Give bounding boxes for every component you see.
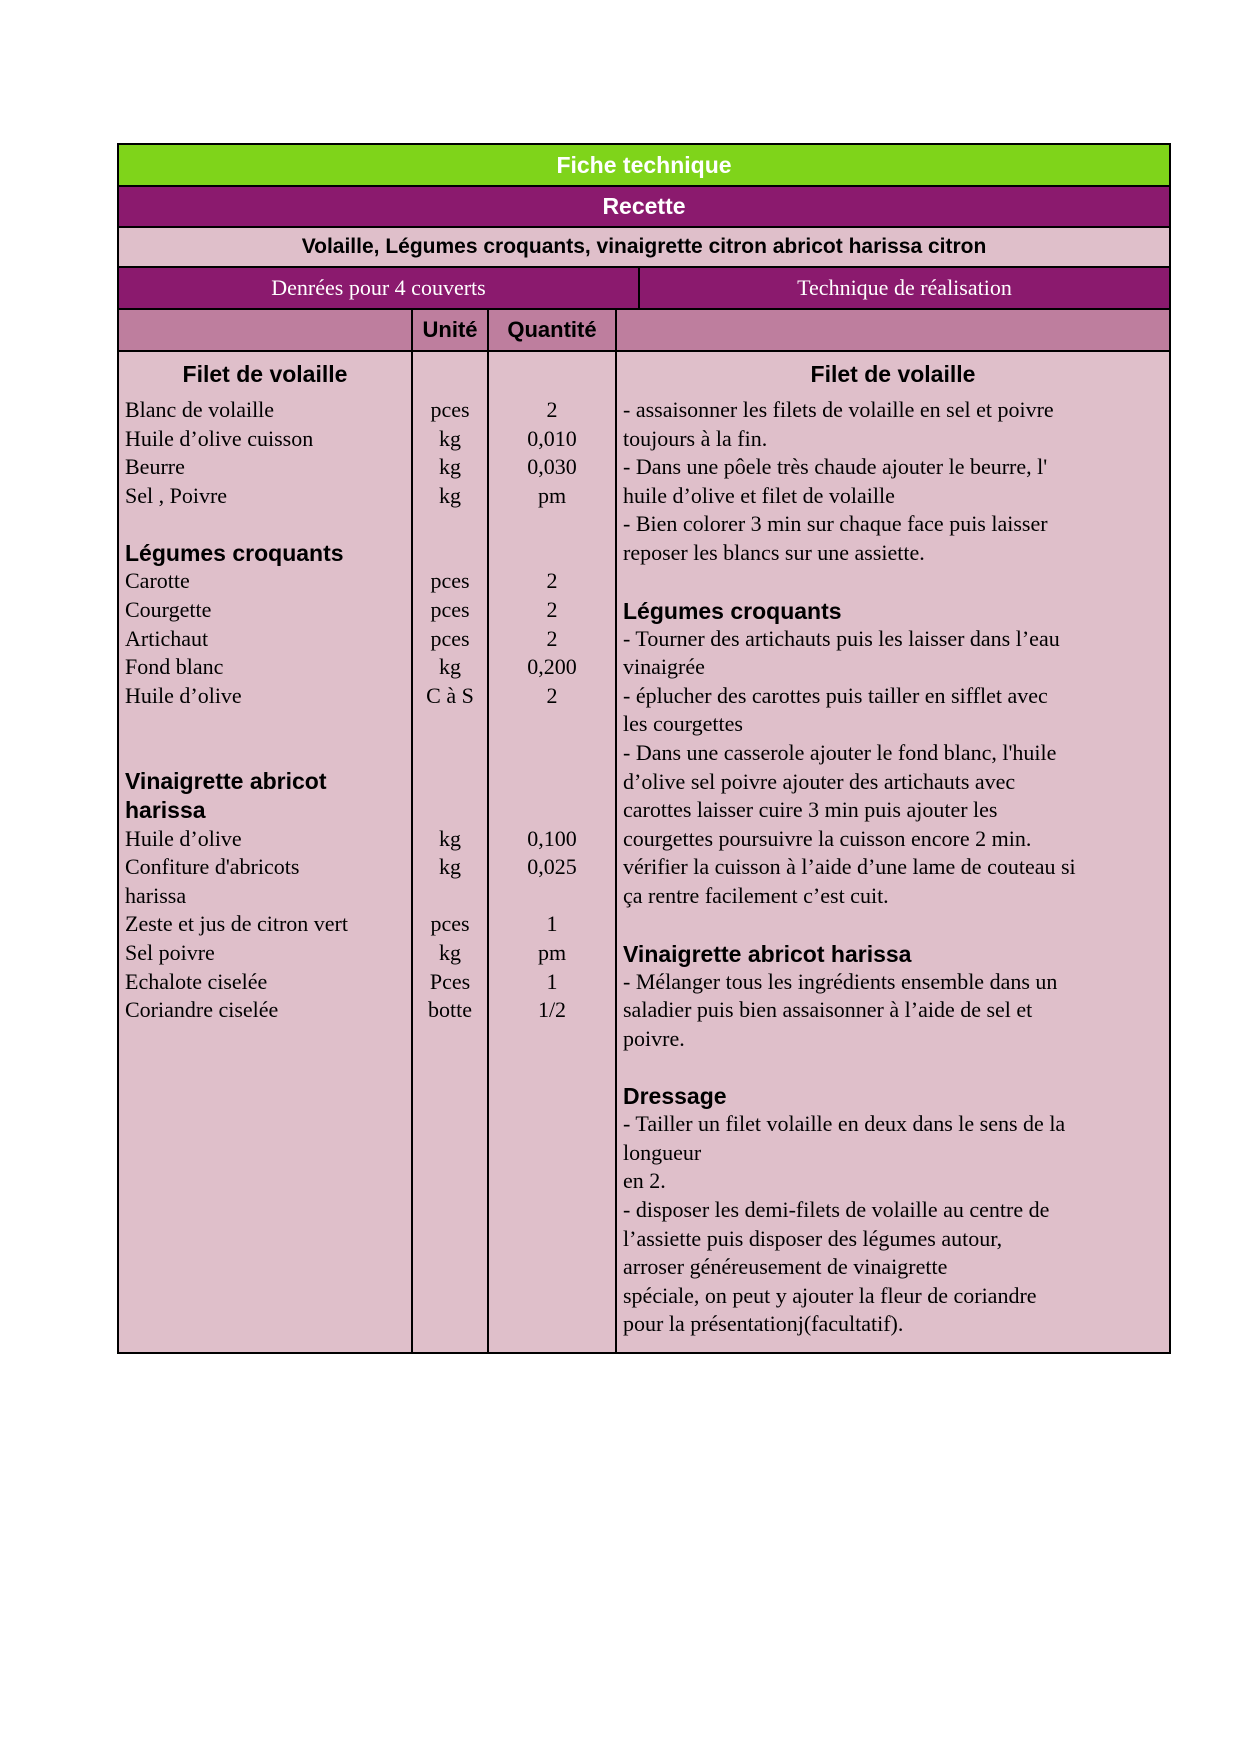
tech-line: ça rentre facilement c’est cuit. [623, 882, 889, 908]
ingredient-column [119, 352, 413, 1352]
technique-column-header [617, 310, 1169, 350]
ingredient-name: harissa [125, 882, 187, 908]
ingredient-name: Coriandre ciselée [125, 997, 279, 1023]
tech-line: - Mélanger tous les ingrédients ensemble dans un [623, 968, 1058, 994]
tech-line: carottes laisser cuire 3 min puis ajouter les [623, 797, 998, 823]
ingredient-unit: pces [430, 568, 470, 594]
tech-line: - assaisonner les filets de volaille en sel et poivre [623, 397, 1054, 422]
ingredient-qty: 2 [546, 397, 558, 422]
tech-line: l’assiette puis disposer des légumes autour, [623, 1225, 1003, 1251]
tech-line: poivre. [623, 1025, 685, 1051]
recipe-title: Volaille, Légumes croquants, vinaigrette citron abricot harissa citron [119, 228, 1169, 268]
unit-column [413, 352, 489, 1352]
ingredient-qty: 2 [546, 682, 558, 708]
tech-line: en 2. [623, 1168, 666, 1194]
recipe-body [119, 352, 1169, 1352]
tech-line: - éplucher des carottes puis tailler en sifflet avec [623, 682, 1048, 708]
ingredient-qty: pm [537, 482, 567, 508]
tech-line: - Dans une pôele très chaude ajouter le beurre, l' [623, 454, 1048, 480]
ingredient-qty: 0,010 [527, 425, 577, 451]
ingredient-column-header [119, 310, 413, 350]
ingredient-unit: C à S [426, 682, 474, 708]
tech-legumes-title: Légumes croquants [623, 597, 842, 624]
ingredient-unit: Pces [429, 968, 471, 994]
tech-line: - Tailler un filet volaille en deux dans le sens de la [623, 1111, 1066, 1137]
ingredient-unit: pces [430, 397, 470, 422]
column-header-row [119, 310, 1169, 352]
denrees-header: Denrées pour 4 couverts [119, 268, 640, 308]
quantity-column-header: Quantité [489, 310, 617, 350]
ingredient-qty: 0,200 [527, 654, 577, 680]
ingredient-name: Fond blanc [125, 654, 224, 680]
tech-line: vérifier la cuisson à l’aide d’une lame de couteau si [623, 854, 1076, 880]
ingredient-name: Zeste et jus de citron vert [125, 911, 348, 937]
ingredient-unit: kg [439, 854, 461, 880]
tech-line: d’olive sel poivre ajouter des artichauts avec [623, 768, 1016, 794]
ingredient-name: Carotte [125, 568, 190, 594]
ingredient-unit: kg [439, 654, 461, 680]
ingredient-unit: pces [430, 596, 470, 622]
fiche-technique-header: Fiche technique [119, 145, 1169, 187]
tech-line: longueur [623, 1139, 702, 1165]
ingredient-name: Sel , Poivre [125, 482, 228, 508]
ingredient-unit: kg [439, 939, 461, 965]
ingredient-qty: 2 [546, 596, 558, 622]
ingredient-qty [489, 882, 615, 911]
tech-line: reposer les blancs sur une assiette. [623, 539, 925, 565]
ingredient-qty: 0,100 [527, 825, 577, 851]
ingredient-unit: kg [439, 425, 461, 451]
ingredient-qty: 0,030 [527, 454, 577, 480]
tech-line: pour la présentationj(facultatif). [623, 1311, 904, 1337]
ingredient-name: Artichaut [125, 625, 209, 651]
ingredient-name: Sel poivre [125, 939, 215, 965]
legumes-section-title: Légumes croquants [125, 540, 344, 567]
ingredient-unit: kg [439, 825, 461, 851]
section-header-row [119, 268, 1169, 310]
unit-column-header: Unité [413, 310, 489, 350]
tech-line: spéciale, on peut y ajouter la fleur de coriandre [623, 1282, 1037, 1308]
ingredient-unit: pces [430, 625, 470, 651]
ingredient-name: Beurre [125, 454, 185, 480]
ingredient-qty: 2 [546, 568, 558, 594]
tech-line: arroser généreusement de vinaigrette [623, 1254, 948, 1280]
ingredient-unit [413, 882, 487, 911]
tech-filet-title: Filet de volaille [810, 361, 976, 387]
tech-line: - disposer les demi-filets de volaille au centre de [623, 1197, 1050, 1223]
ingredient-qty: 0,025 [527, 854, 577, 880]
ingredient-qty: 1 [546, 911, 558, 937]
technique-column [617, 352, 1169, 1352]
recipe-sheet [117, 143, 1171, 1354]
quantity-column [489, 352, 617, 1352]
recette-header: Recette [119, 187, 1169, 228]
ingredient-unit: pces [430, 911, 470, 937]
ingredient-qty: pm [537, 939, 567, 965]
ingredient-name: Huile d’olive cuisson [125, 425, 314, 451]
tech-line: huile d’olive et filet de volaille [623, 482, 895, 508]
ingredient-unit: kg [439, 482, 461, 508]
ingredient-qty: 1/2 [537, 997, 567, 1023]
ingredient-name: Blanc de volaille [125, 397, 275, 422]
ingredient-name: Echalote ciselée [125, 968, 268, 994]
tech-line: vinaigrée [623, 654, 705, 680]
ingredient-name: Huile d’olive [125, 825, 242, 851]
tech-line: saladier puis bien assaisonner à l’aide de sel et [623, 997, 1033, 1023]
tech-line: courgettes poursuivre la cuisson encore 2 min. [623, 825, 1032, 851]
ingredient-qty: 1 [546, 968, 558, 994]
ingredient-name: Courgette [125, 596, 212, 622]
tech-line: les courgettes [623, 711, 743, 737]
tech-line: - Dans une casserole ajouter le fond blanc, l'huile [623, 739, 1057, 765]
tech-line: - Tourner des artichauts puis les laisser dans l’eau [623, 625, 1060, 651]
tech-line: - Bien colorer 3 min sur chaque face puis laisser [623, 511, 1048, 537]
ingredient-unit: botte [428, 997, 472, 1023]
tech-vinaigrette-title: Vinaigrette abricot harissa [623, 940, 912, 967]
filet-section-title: Filet de volaille [182, 361, 348, 387]
vinaigrette-section-title-1: Vinaigrette abricot [125, 768, 327, 795]
ingredient-qty: 2 [546, 625, 558, 651]
technique-header: Technique de réalisation [797, 275, 1012, 300]
tech-line: toujours à la fin. [623, 425, 768, 451]
ingredient-unit: kg [439, 454, 461, 480]
ingredient-name: Huile d’olive [125, 682, 242, 708]
tech-dressage-title: Dressage [623, 1083, 727, 1110]
ingredient-name: Confiture d'abricots [125, 854, 300, 880]
vinaigrette-section-title-2: harissa [125, 796, 206, 823]
